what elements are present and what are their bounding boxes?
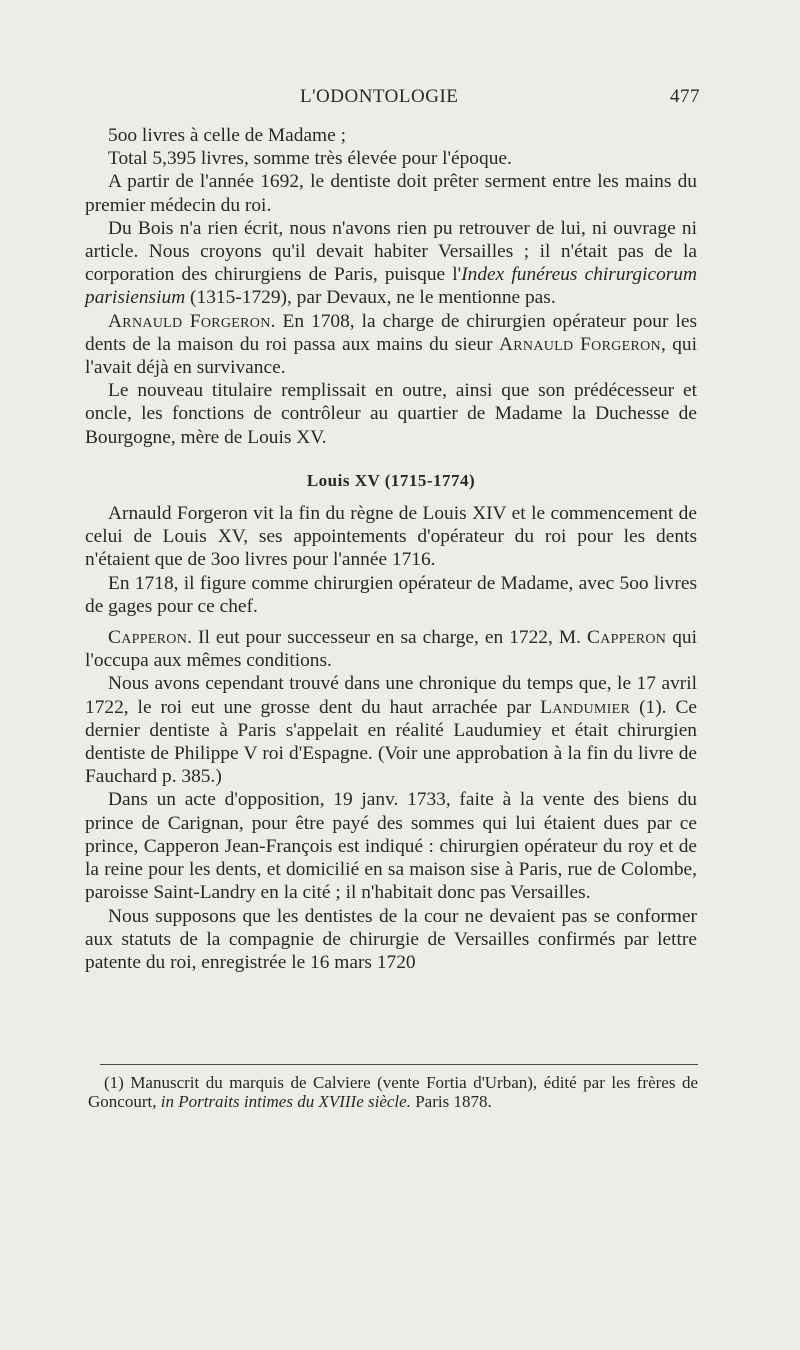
paragraph: Capperon. Il eut pour successeur en sa charge, en 1722, M. Capperon qui l'occupa aux mêmes conditions. (85, 627, 697, 672)
person-name: Arnauld Forgeron (108, 310, 271, 332)
section-heading: Louis XV (1715-1774) (306, 470, 476, 490)
footnote: (1) Manuscrit du marquis de Calviere (vente Fortia d'Urban), édité par les frères de Goncourt, in Portraits intimes du XVIIIe siècle. Paris 1878. (88, 1073, 698, 1111)
person-name: Arnauld Forgeron (498, 333, 661, 355)
body-text (85, 124, 697, 974)
paragraph: Arnauld Forgeron. En 1708, la charge de chirurgien opérateur pour les dents de la maison du roi passa aux mains du sieur Arnauld Forgeron, qui l'avait déjà en survivance. (85, 310, 697, 379)
running-title: L'ODONTOLOGIE (300, 86, 459, 107)
italic-title: Index funéreus chirurgicorum parisiensium (85, 264, 698, 309)
italic-title: in Portraits intimes du XVIIIe siècle. (160, 1092, 411, 1111)
page-number: 477 (670, 86, 700, 107)
paragraph: 5oo livres à celle de Madame ; (108, 125, 346, 146)
person-name: Capperon (587, 627, 667, 649)
paragraph: Du Bois n'a rien écrit, nous n'avons rien pu retrouver de lui, ni ouvrage ni article. Nous croyons qu'il devait habiter Versailles ; il n'était pas de la corporation des chirurgiens de Paris, puisque l'Index funéreus chirurgicorum parisiensium (1315-1729), par Devaux, ne le mentionne pas. (85, 217, 698, 309)
paragraph: Dans un acte d'opposition, 19 janv. 1733, faite à la vente des biens du prince de Carignan, pour être payé des sommes qui lui étaient dues par ce prince, Capperon Jean-François est indiqué : chirurgien opérateur du roy et de la reine pour les dents, et domicilié en sa maison sise à Paris, rue de Colombe, paroisse Saint-Landry en la cité ; il n'habitait donc pas Versailles. (85, 789, 697, 904)
paragraph: Le nouveau titulaire remplissait en outre, ainsi que son prédécesseur et oncle, les fonctions de contrôleur au quartier de Madame la Duchesse de Bourgogne, mère de Louis XV. (85, 380, 697, 448)
paragraph: Total 5,395 livres, somme très élevée pour l'époque. (108, 148, 512, 170)
paragraph: Nous avons cependant trouvé dans une chronique du temps que, le 17 avril 1722, le roi eut une grosse dent du haut arrachée par Landumier (1). Ce dernier dentiste à Paris s'appelait en réalité Laudumiey et était chirurgien dentiste de Philippe V roi d'Espagne. (Voir une approbation à la fin du livre de Fauchard p. 385.) (85, 673, 697, 788)
footnote-divider (100, 1064, 698, 1065)
paragraph: A partir de l'année 1692, le dentiste doit prêter serment entre les mains du premier médecin du roi. (85, 171, 697, 216)
person-name: Landumier (540, 696, 631, 718)
paragraph: Nous supposons que les dentistes de la cour ne devaient pas se conformer aux statuts de la compagnie de chirurgie de Versailles confirmés par lettre patente du roi, enregistrée le 16 mars 1720 (85, 905, 697, 973)
person-name: Capperon (108, 627, 188, 649)
paragraph: Arnauld Forgeron vit la fin du règne de Louis XIV et le commencement de celui de Louis XV, ses appointements d'opérateur du roi pour les dents n'étaient que de 3oo livres pour l'année 1716. (85, 503, 697, 571)
paragraph: En 1718, il figure comme chirurgien opérateur de Madame, avec 5oo livres de gages pour ce chef. (85, 572, 697, 617)
